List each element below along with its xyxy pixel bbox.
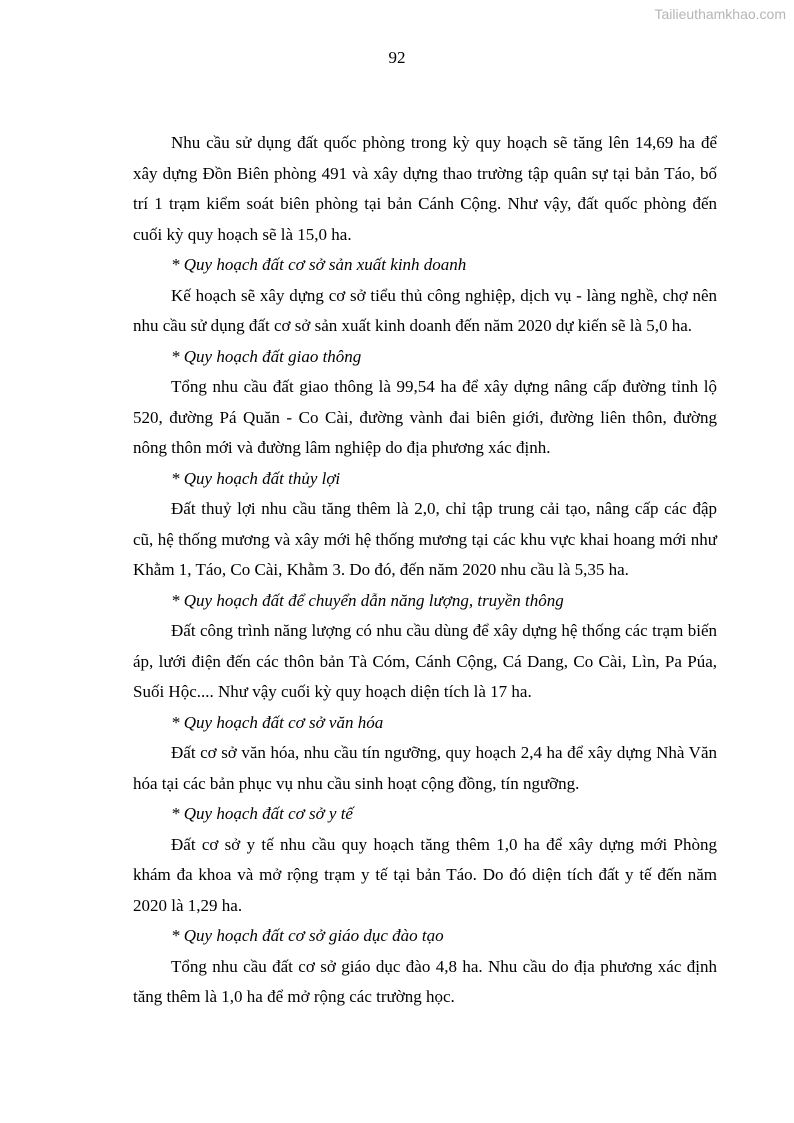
heading-van-hoa: * Quy hoạch đất cơ sở văn hóa xyxy=(171,712,384,732)
paragraph-giao-thong: Tổng nhu cầu đất giao thông là 99,54 ha để xây dựng nâng cấp đường tỉnh lộ 520, đường Pá Quăn - Co Cài, đường vành đai biên giới, đường liên thôn, đường nông thôn mới và đường lâm nghiệp do địa phương xác định. xyxy=(133,377,717,457)
document-body xyxy=(133,128,717,1013)
paragraph-thuy-loi: Đất thuỷ lợi nhu cầu tăng thêm là 2,0, chỉ tập trung cải tạo, nâng cấp các đập cũ, hệ thống mương và xây mới hệ thống mương tại các khu vực khai hoang mới như Khằm 1, Táo, Co Cài, Khằm 3. Do đó, đến năm 2020 nhu cầu là 5,35 ha. xyxy=(133,499,717,579)
paragraph-quoc-phong: Nhu cầu sử dụng đất quốc phòng trong kỳ quy hoạch sẽ tăng lên 14,69 ha để xây dựng Đồn Biên phòng 491 và xây dựng thao trường tập quân sự tại bản Táo, bố trí 1 trạm kiểm soát biên phòng tại bản Cánh Cộng. Như vậy, đất quốc phòng đến cuối kỳ quy hoạch sẽ là 15,0 ha. xyxy=(133,133,717,244)
paragraph-san-xuat-kinh-doanh: Kế hoạch sẽ xây dựng cơ sở tiểu thủ công nghiệp, dịch vụ - làng nghề, chợ nên nhu cầu sử dụng đất cơ sở sản xuất kinh doanh đến năm 2020 dự kiến sẽ là 5,0 ha. xyxy=(133,285,717,335)
paragraph-y-te: Đất cơ sở y tế nhu cầu quy hoạch tăng thêm 1,0 ha để xây dựng mới Phòng khám đa khoa và mở rộng trạm y tế tại bản Táo. Do đó diện tích đất y tế đến năm 2020 là 1,29 ha. xyxy=(133,834,717,915)
paragraph-nang-luong: Đất công trình năng lượng có nhu cầu dùng để xây dựng hệ thống các trạm biến áp, lưới điện đến các thôn bản Tà Cóm, Cánh Cộng, Cá Dang, Co Cài, Lìn, Pa Púa, Suối Hộc.... Như vậy cuối kỳ quy hoạch diện tích là 17 ha. xyxy=(133,621,717,701)
heading-giao-thong: * Quy hoạch đất giao thông xyxy=(171,346,362,366)
heading-nang-luong: * Quy hoạch đất để chuyển dẫn năng lượng, truyền thông xyxy=(171,590,564,610)
watermark: Tailieuthamkhao.com xyxy=(654,6,786,22)
paragraph-van-hoa: Đất cơ sở văn hóa, nhu cầu tín ngưỡng, quy hoạch 2,4 ha để xây dựng Nhà Văn hóa tại các bản phục vụ nhu cầu sinh hoạt cộng đồng, tín ngưỡng. xyxy=(133,743,717,793)
heading-thuy-loi: * Quy hoạch đất thủy lợi xyxy=(171,468,341,488)
heading-giao-duc: * Quy hoạch đất cơ sở giáo dục đào tạo xyxy=(171,926,444,945)
page-number: 92 xyxy=(388,48,406,67)
heading-san-xuat-kinh-doanh: * Quy hoạch đất cơ sở sản xuất kinh doanh xyxy=(171,255,467,274)
paragraph-giao-duc: Tổng nhu cầu đất cơ sở giáo dục đào 4,8 ha. Nhu cầu do địa phương xác định tăng thêm là 1,0 ha để mở rộng các trường học. xyxy=(133,956,717,1006)
heading-y-te: * Quy hoạch đất cơ sở y tế xyxy=(171,804,353,823)
